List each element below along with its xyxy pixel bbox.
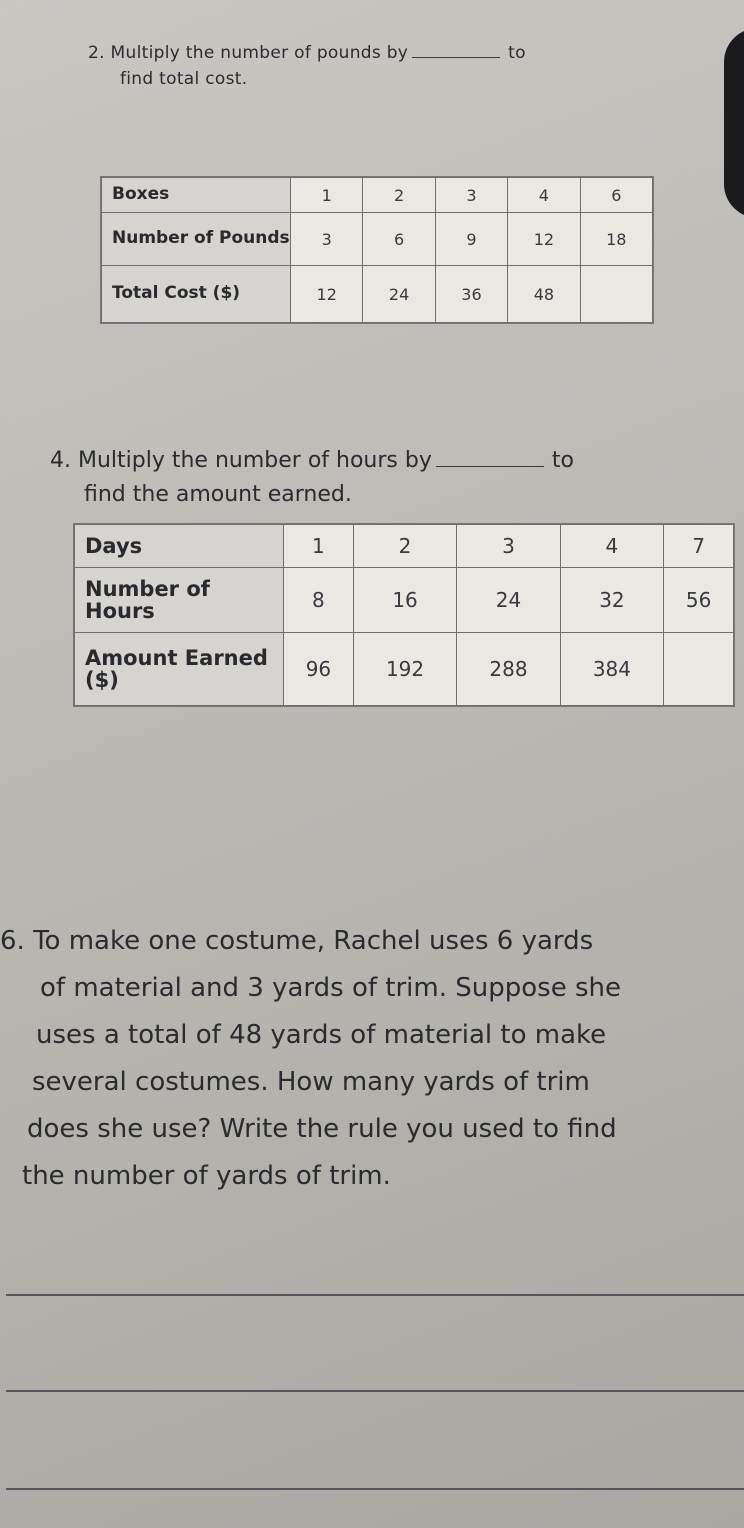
table-cell: 1 bbox=[291, 178, 363, 213]
table-cell: 3 bbox=[291, 213, 363, 266]
table-cell: 4 bbox=[508, 178, 580, 213]
table-row bbox=[75, 633, 734, 706]
table-row bbox=[102, 178, 653, 213]
table-cell: 2 bbox=[363, 178, 435, 213]
row-header-amount-earned: Amount Earned ($) bbox=[75, 633, 284, 706]
question-6-number: 6. bbox=[0, 926, 25, 956]
table-cell: 16 bbox=[353, 568, 456, 633]
table-row bbox=[102, 266, 653, 323]
table-cell: 32 bbox=[560, 568, 663, 633]
boxes-pounds-cost-table bbox=[101, 177, 653, 323]
answer-line[interactable] bbox=[6, 1390, 744, 1392]
table-cell: 288 bbox=[457, 633, 560, 706]
question-6-text: To make one costume, Rachel uses 6 yards bbox=[33, 926, 594, 956]
question-2 bbox=[88, 40, 526, 92]
row-header-total-cost: Total Cost ($) bbox=[102, 266, 291, 323]
question-2-text-line-2: find total cost. bbox=[120, 69, 248, 89]
row-header-boxes: Boxes bbox=[102, 178, 291, 213]
table-cell: 9 bbox=[435, 213, 507, 266]
question-6 bbox=[0, 918, 621, 1200]
table-cell: 24 bbox=[363, 266, 435, 323]
answer-line[interactable] bbox=[6, 1488, 744, 1490]
table-cell: 6 bbox=[363, 213, 435, 266]
table-row bbox=[102, 213, 653, 266]
table-cell: 6 bbox=[580, 178, 652, 213]
days-hours-earned-table bbox=[74, 524, 734, 706]
question-2-number: 2. bbox=[88, 43, 105, 63]
empty-answer-cell[interactable] bbox=[580, 266, 652, 323]
table-cell: 18 bbox=[580, 213, 652, 266]
question-6-line: does she use? Write the rule you used to find bbox=[27, 1114, 617, 1144]
question-2-text: Multiply the number of pounds by bbox=[110, 43, 409, 63]
table-cell: 56 bbox=[664, 568, 734, 633]
table-cell: 3 bbox=[435, 178, 507, 213]
dark-object-edge bbox=[724, 28, 744, 218]
table-cell: 48 bbox=[508, 266, 580, 323]
table-cell: 8 bbox=[284, 568, 354, 633]
question-4-to: to bbox=[551, 448, 574, 473]
table-cell: 3 bbox=[457, 525, 560, 568]
question-4 bbox=[50, 444, 574, 512]
table-cell: 192 bbox=[353, 633, 456, 706]
row-header-days: Days bbox=[75, 525, 284, 568]
table-cell: 4 bbox=[560, 525, 663, 568]
question-4-blank[interactable] bbox=[436, 466, 544, 467]
question-6-line: of material and 3 yards of trim. Suppose she bbox=[40, 973, 621, 1003]
table-cell: 12 bbox=[508, 213, 580, 266]
table-row bbox=[75, 525, 734, 568]
question-6-line: uses a total of 48 yards of material to make bbox=[36, 1020, 607, 1050]
question-2-blank[interactable] bbox=[412, 57, 500, 58]
table-cell: 7 bbox=[664, 525, 734, 568]
row-header-number-of-pounds: Number of Pounds bbox=[102, 213, 291, 266]
table-cell: 12 bbox=[291, 266, 363, 323]
table-cell: 2 bbox=[353, 525, 456, 568]
table-cell: 36 bbox=[435, 266, 507, 323]
table-cell: 1 bbox=[284, 525, 354, 568]
question-4-text-line-2: find the amount earned. bbox=[84, 482, 352, 507]
answer-line[interactable] bbox=[6, 1294, 744, 1296]
empty-answer-cell[interactable] bbox=[664, 633, 734, 706]
question-6-line: the number of yards of trim. bbox=[22, 1161, 391, 1191]
question-6-line: several costumes. How many yards of trim bbox=[32, 1067, 590, 1097]
question-4-text: Multiply the number of hours by bbox=[78, 448, 432, 473]
table-row bbox=[75, 568, 734, 633]
table-cell: 96 bbox=[284, 633, 354, 706]
row-header-number-of-hours: Number of Hours bbox=[75, 568, 284, 633]
question-4-number: 4. bbox=[50, 448, 71, 473]
question-6-line bbox=[0, 918, 621, 965]
question-2-to: to bbox=[508, 43, 526, 63]
table-cell: 384 bbox=[560, 633, 663, 706]
table-cell: 24 bbox=[457, 568, 560, 633]
